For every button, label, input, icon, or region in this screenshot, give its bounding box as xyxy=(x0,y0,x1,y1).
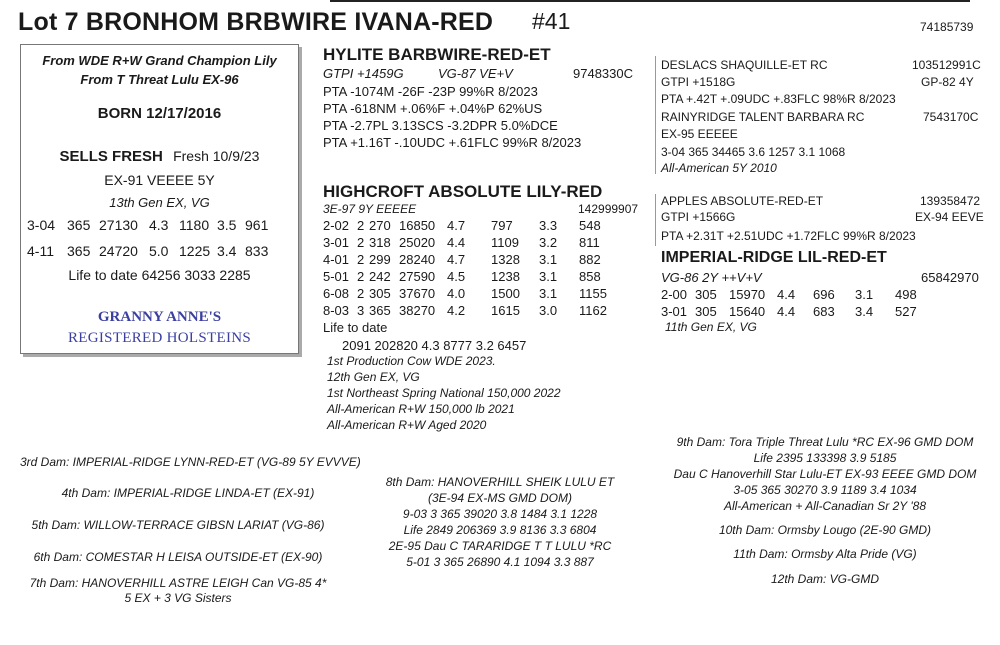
dam-record-row: 2-02 2 270 16850 4.7 797 3.3 548 xyxy=(323,218,601,233)
dam-note: All-American R+W Aged 2020 xyxy=(327,418,487,432)
pedigree-10th-dam: 10th Dam: Ormsby Lougo (2E-90 GMD) xyxy=(718,523,932,537)
sells-fresh xyxy=(21,148,298,165)
pedigree-8th-dam-dau-record: 5-01 3 365 26890 4.1 1094 3.3 887 xyxy=(406,555,594,569)
ds-pta: PTA +2.31T +2.51UDC +1.72FLC 99%R 8/2023 xyxy=(661,229,916,243)
dam-life-label: Life to date xyxy=(323,320,388,335)
dam-bracket xyxy=(655,194,656,246)
pedigree-7th-dam-sisters: 5 EX + 3 VG Sisters xyxy=(124,591,232,605)
from-line-1: From WDE R+W Grand Champion Lily xyxy=(42,53,277,68)
sd-class: EX-95 EEEEE xyxy=(661,127,738,141)
sire-pta-1: PTA -1074M -26F -23P 99%R 8/2023 xyxy=(323,84,538,99)
life-to-date: Life to date 64256 3033 2285 xyxy=(68,267,251,283)
ds-reg: 139358472 xyxy=(920,194,981,208)
dam-record-row: 8-03 3 365 38270 4.2 1615 3.0 1162 xyxy=(323,303,607,318)
dd-record-1: 2-00 305 15970 4.4 696 3.1 498 xyxy=(661,287,917,302)
dd-name: IMPERIAL-RIDGE LIL-RED-ET xyxy=(661,249,887,266)
dd-reg: 65842970 xyxy=(921,270,979,285)
pedigree-9th-dam-life: Life 2395 133398 3.9 5185 xyxy=(753,451,897,465)
sells-fresh-label: SELLS FRESH xyxy=(59,148,163,165)
lot-title: Lot 7 BRONHOM BRBWIRE IVANA-RED xyxy=(18,8,494,36)
dam-life: 2091 202820 4.3 8777 3.2 6457 xyxy=(342,338,527,353)
dam-record-row: 6-08 2 305 37670 4.0 1500 3.1 1155 xyxy=(323,286,607,301)
generation: 13th Gen EX, VG xyxy=(109,195,210,210)
pedigree-7th-dam: 7th Dam: HANOVERHILL ASTRE LEIGH Can VG-85 4* xyxy=(29,576,327,590)
pedigree-12th-dam: 12th Dam: VG-GMD xyxy=(770,572,880,586)
registration-number: 74185739 xyxy=(920,20,974,34)
pedigree-3rd-dam: 3rd Dam: IMPERIAL-RIDGE LYNN-RED-ET (VG-89 5Y EVVVE) xyxy=(20,455,361,469)
dam-record-row: 5-01 2 242 27590 4.5 1238 3.1 858 xyxy=(323,269,601,284)
sire-reg: 9748330C xyxy=(573,66,633,81)
sd-award: All-American 5Y 2010 xyxy=(661,161,777,175)
dam-reg: 142999907 xyxy=(578,202,639,216)
sire-name: HYLITE BARBWIRE-RED-ET xyxy=(323,45,551,64)
ds-name: APPLES ABSOLUTE-RED-ET xyxy=(661,194,824,208)
pedigree-8th-dam-record: 9-03 3 365 39020 3.8 1484 3.1 1228 xyxy=(402,507,598,521)
born-date: BORN 12/17/2016 xyxy=(97,105,222,122)
sire-pta-2: PTA -618NM +.06%F +.04%P 62%US xyxy=(323,101,543,116)
pedigree-9th-dam-dau-record: 3-05 365 30270 3.9 1189 3.4 1034 xyxy=(733,483,917,497)
sire-gtpi: GTPI +1459G xyxy=(323,66,404,81)
dd-record-2: 3-01 305 15640 4.4 683 3.4 527 xyxy=(661,304,917,319)
dam-note: 12th Gen EX, VG xyxy=(327,370,420,384)
dam-notes xyxy=(327,354,561,434)
ss-reg: 103512991C xyxy=(912,58,981,72)
dam-note: 1st Northeast Spring National 150,000 2022 xyxy=(327,386,561,400)
ss-name: DESLACS SHAQUILLE-ET RC xyxy=(661,58,828,72)
pedigree-5th-dam: 5th Dam: WILLOW-TERRACE GIBSN LARIAT (VG-86) xyxy=(31,518,325,532)
farm-logo-subtitle: REGISTERED HOLSTEINS xyxy=(67,330,252,346)
pedigree-11th-dam: 11th Dam: Ormsby Alta Pride (VG) xyxy=(733,547,917,561)
pedigree-9th-dam-award: All-American + All-Canadian Sr 2Y '88 xyxy=(723,499,927,513)
classification: EX-91 VEEEE 5Y xyxy=(104,172,215,188)
record-1: 3-04 365 27130 4.3 1180 3.5 961 xyxy=(27,217,269,233)
farm-logo-name: GRANNY ANNE'S xyxy=(97,309,222,325)
pedigree-9th-dam-dau: Dau C Hanoverhill Star Lulu-ET EX-93 EEEE GMD DOM xyxy=(673,467,977,481)
dam-note: 1st Production Cow WDE 2023. xyxy=(327,354,496,368)
ds-gtpi: GTPI +1566G xyxy=(661,210,736,224)
pedigree-6th-dam: 6th Dam: COMESTAR H LEISA OUTSIDE-ET (EX-90) xyxy=(33,550,323,564)
pedigree-8th-dam-class: (3E-94 EX-MS GMD DOM) xyxy=(427,491,572,505)
sd-record: 3-04 365 34465 3.6 1257 3.1 1068 xyxy=(661,145,846,159)
pedigree-4th-dam: 4th Dam: IMPERIAL-RIDGE LINDA-ET (EX-91) xyxy=(61,486,315,500)
dd-class: VG-86 2Y ++V+V xyxy=(661,270,762,285)
pedigree-8th-dam: 8th Dam: HANOVERHILL SHEIK LULU ET xyxy=(385,475,615,489)
fresh-date: Fresh 10/9/23 xyxy=(173,148,260,164)
dam-note: All-American R+W 150,000 lb 2021 xyxy=(327,402,515,416)
dam-record-row: 3-01 2 318 25020 4.4 1109 3.2 811 xyxy=(323,235,600,250)
sd-reg: 7543170C xyxy=(923,110,979,124)
sire-class: VG-87 VE+V xyxy=(438,66,513,81)
ss-gtpi: GTPI +1518G xyxy=(661,75,736,89)
animal-info-box xyxy=(20,44,299,354)
dam-record-row: 4-01 2 299 28240 4.7 1328 3.1 882 xyxy=(323,252,601,267)
sire-bracket xyxy=(655,56,656,174)
sire-pta-4: PTA +1.16T -.10UDC +.61FLC 99%R 8/2023 xyxy=(323,135,582,150)
pedigree-8th-dam-dau: 2E-95 Dau C TARARIDGE T T LULU *RC xyxy=(388,539,612,553)
dam-class: 3E-97 9Y EEEEE xyxy=(323,202,417,216)
ss-class: GP-82 4Y xyxy=(921,75,974,89)
pedigree-9th-dam: 9th Dam: Tora Triple Threat Lulu *RC EX-96 GMD DOM xyxy=(676,435,974,449)
record-2: 4-11 365 24720 5.0 1225 3.4 833 xyxy=(27,243,269,259)
lot-number: #41 xyxy=(532,8,571,34)
sire-pta-3: PTA -2.7PL 3.13SCS -3.2DPR 5.0%DCE xyxy=(323,118,558,133)
ds-class: EX-94 EEVE xyxy=(915,210,984,224)
dam-records xyxy=(323,218,619,320)
dd-generation: 11th Gen EX, VG xyxy=(665,320,757,334)
top-rule xyxy=(330,0,970,2)
dam-name: HIGHCROFT ABSOLUTE LILY-RED xyxy=(323,182,603,201)
ss-pta: PTA +.42T +.09UDC +.83FLC 98%R 8/2023 xyxy=(661,92,896,106)
pedigree-8th-dam-life: Life 2849 206369 3.9 8136 3.3 6804 xyxy=(403,523,597,537)
from-line-2: From T Threat Lulu EX-96 xyxy=(80,72,239,87)
sd-name: RAINYRIDGE TALENT BARBARA RC xyxy=(661,110,865,124)
